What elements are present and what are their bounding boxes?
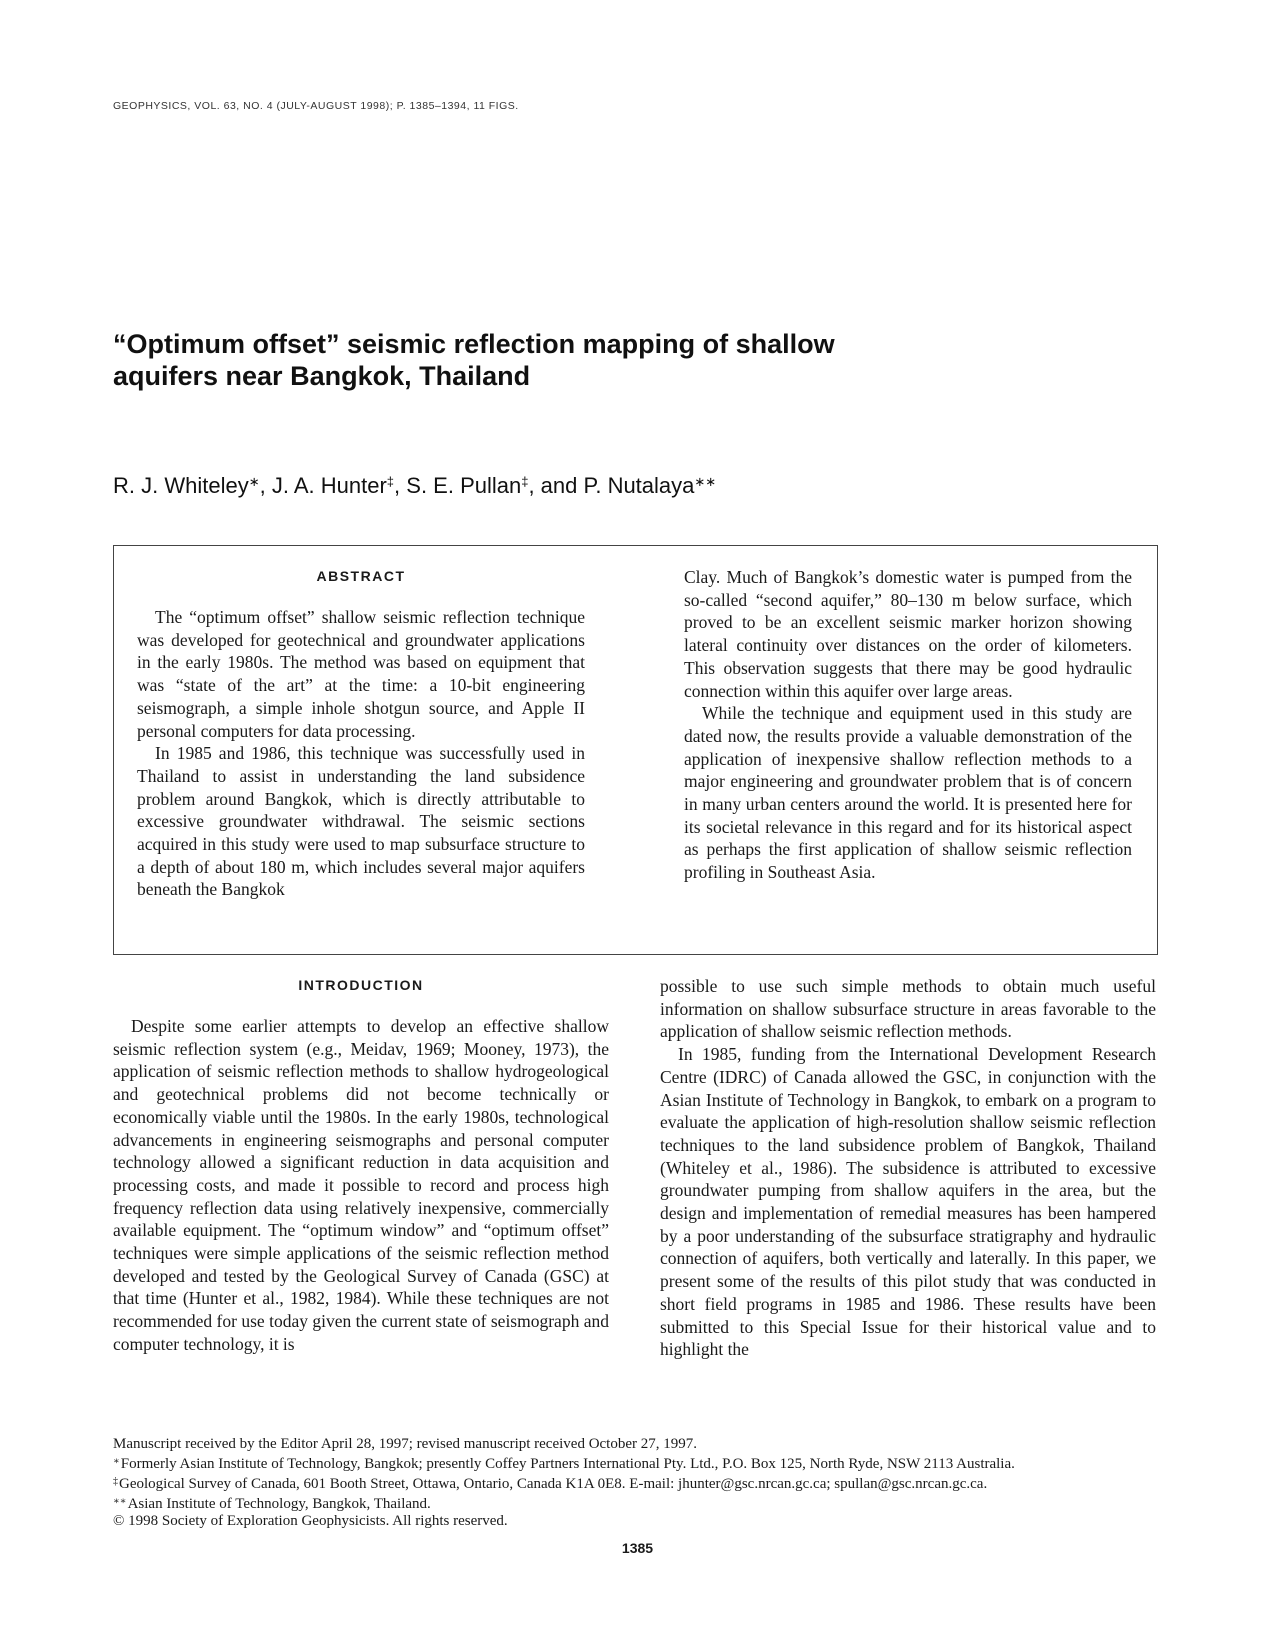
abstract-paragraph: The “optimum offset” shallow seismic reflection technique was developed for geotechnical and groundwater applications in the early 1980s. The method was based on equipment that was “state of the art” at the time: a 10-bit engineering seismograph, a simple inhole shotgun source, and Apple II personal computers for data processing. — [137, 607, 585, 741]
footnote-text: Formerly Asian Institute of Technology, Bangkok; presently Coffey Partners International Pty. Ltd., P.O. Box 125, North Ryde, NSW 2113 Australia. — [120, 1456, 1015, 1472]
footnote-affiliation-1 — [113, 1453, 1163, 1473]
body-paragraph: In 1985, funding from the International Development Research Centre (IDRC) of Canada allowed the GSC, in conjunction with the Asian Institute of Technology in Bangkok, to embark on a program to evaluate the application of high-resolution shallow seismic reflection techniques to the land subsidence problem of Bangkok, Thailand (Whiteley et al., 1986). The subsidence is attributed to excessive groundwater pumping from shallow aquifers in the area, but the design and implementation of remedial measures has been hampered by a poor understanding of the subsurface stratigraphy and hydraulic connection of aquifers, both vertically and laterally. In this paper, we present some of the results of this pilot study that was conducted in short field programs in 1985 and 1986. These results have been submitted to this Special Issue for their historical value and to highlight the — [660, 1044, 1156, 1360]
abstract-paragraph-continued: Clay. Much of Bangkok’s domestic water is pumped from the so-called “second aquifer,” 80–130 m below surface, which proved to be an excellent seismic marker horizon showing lateral continuity over distances on the order of kilometers. This observation suggests that there may be good hydraulic connection within this aquifer over large areas. — [684, 567, 1132, 701]
body-paragraph: Despite some earlier attempts to develop an effective shallow seismic reflection system (e.g., Meidav, 1969; Mooney, 1973), the application of seismic reflection methods to shallow hydrogeological and geotechnical problems did not become technically or economically viable until the 1980s. In the early 1980s, technological advancements in engineering seismographs and personal computer technology allowed a significant reduction in data acquisition and processing costs, and made it possible to record and process high frequency reflection data using relatively inexpensive, commercially available equipment. The “optimum window” and “optimum offset” techniques were simple applications of the seismic reflection method developed and tested by the Geological Survey of Canada (GSC) at that time (Hunter et al., 1982, 1984). While these techniques are not recommended for use today given the current state of seismograph and computer technology, it is — [113, 1016, 609, 1354]
author-name: J. A. Hunter — [271, 473, 387, 498]
footnote-affiliation-2 — [113, 1473, 1163, 1493]
footnote-mark: ‡ — [113, 1476, 118, 1487]
author-affiliation-mark: ∗∗ — [694, 474, 717, 489]
introduction-column-right — [660, 975, 1156, 1361]
author-list: R. J. Whiteley∗, J. A. Hunter‡, S. E. Pullan‡, and P. Nutalaya∗∗ — [113, 473, 717, 498]
abstract-heading: ABSTRACT — [316, 568, 406, 584]
footnote-text: Asian Institute of Technology, Bangkok, Thailand. — [127, 1496, 431, 1512]
copyright-notice: © 1998 Society of Exploration Geophysicists. All rights reserved. — [113, 1513, 508, 1529]
footnotes — [113, 1436, 1163, 1530]
introduction-column-left — [113, 975, 609, 1356]
page-number: 1385 — [621, 1540, 654, 1556]
author-name: S. E. Pullan — [406, 473, 522, 498]
footnote-mark: ∗∗ — [113, 1496, 127, 1507]
abstract-paragraph: While the technique and equipment used in this study are dated now, the results provide a valuable demonstration of the application of inexpensive shallow reflection methods to a major engineering and groundwater problem that is of concern in many urban centers around the world. It is presented here for its societal relevance in this regard and for its historical aspect as perhaps the first application of shallow seismic reflection profiling in Southeast Asia. — [684, 703, 1132, 883]
title-line-1: “Optimum offset” seismic reflection mapping of shallow — [113, 329, 835, 359]
footnote-affiliation-3 — [113, 1493, 1163, 1513]
article-title — [113, 328, 1013, 392]
introduction-heading: INTRODUCTION — [298, 977, 424, 993]
abstract-column-left — [137, 566, 585, 901]
author-affiliation-mark: ‡ — [386, 474, 395, 489]
abstract-paragraph: In 1985 and 1986, this technique was successfully used in Thailand to assist in understanding the land subsidence problem around Bangkok, which is directly attributable to excessive groundwater withdrawal. The seismic sections acquired in this study were used to map subsurface structure to a depth of about 180 m, which includes several major aquifers beneath the Bangkok — [137, 743, 585, 900]
author-affiliation-mark: ∗ — [248, 474, 260, 489]
abstract-column-right — [684, 566, 1132, 884]
running-head: GEOPHYSICS, VOL. 63, NO. 4 (JULY-AUGUST 1998); P. 1385–1394, 11 FIGS. — [113, 100, 519, 112]
author-name: P. Nutalaya — [583, 473, 695, 498]
footnote-mark: ∗ — [113, 1456, 120, 1467]
body-paragraph-continued: possible to use such simple methods to obtain much useful information on shallow subsurface structure in areas favorable to the application of shallow seismic reflection methods. — [660, 976, 1156, 1042]
footnote-text: Geological Survey of Canada, 601 Booth Street, Ottawa, Ontario, Canada K1A 0E8. E-mail: jhunter@gsc.nrcan.gc.ca; spullan@gsc.nrcan.gc.ca. — [119, 1476, 988, 1492]
author-name: R. J. Whiteley — [113, 473, 249, 498]
author-affiliation-mark: ‡ — [521, 474, 529, 489]
title-line-2: aquifers near Bangkok, Thailand — [113, 361, 531, 391]
manuscript-received-note: Manuscript received by the Editor April 28, 1997; revised manuscript received October 27, 1997. — [113, 1436, 698, 1452]
